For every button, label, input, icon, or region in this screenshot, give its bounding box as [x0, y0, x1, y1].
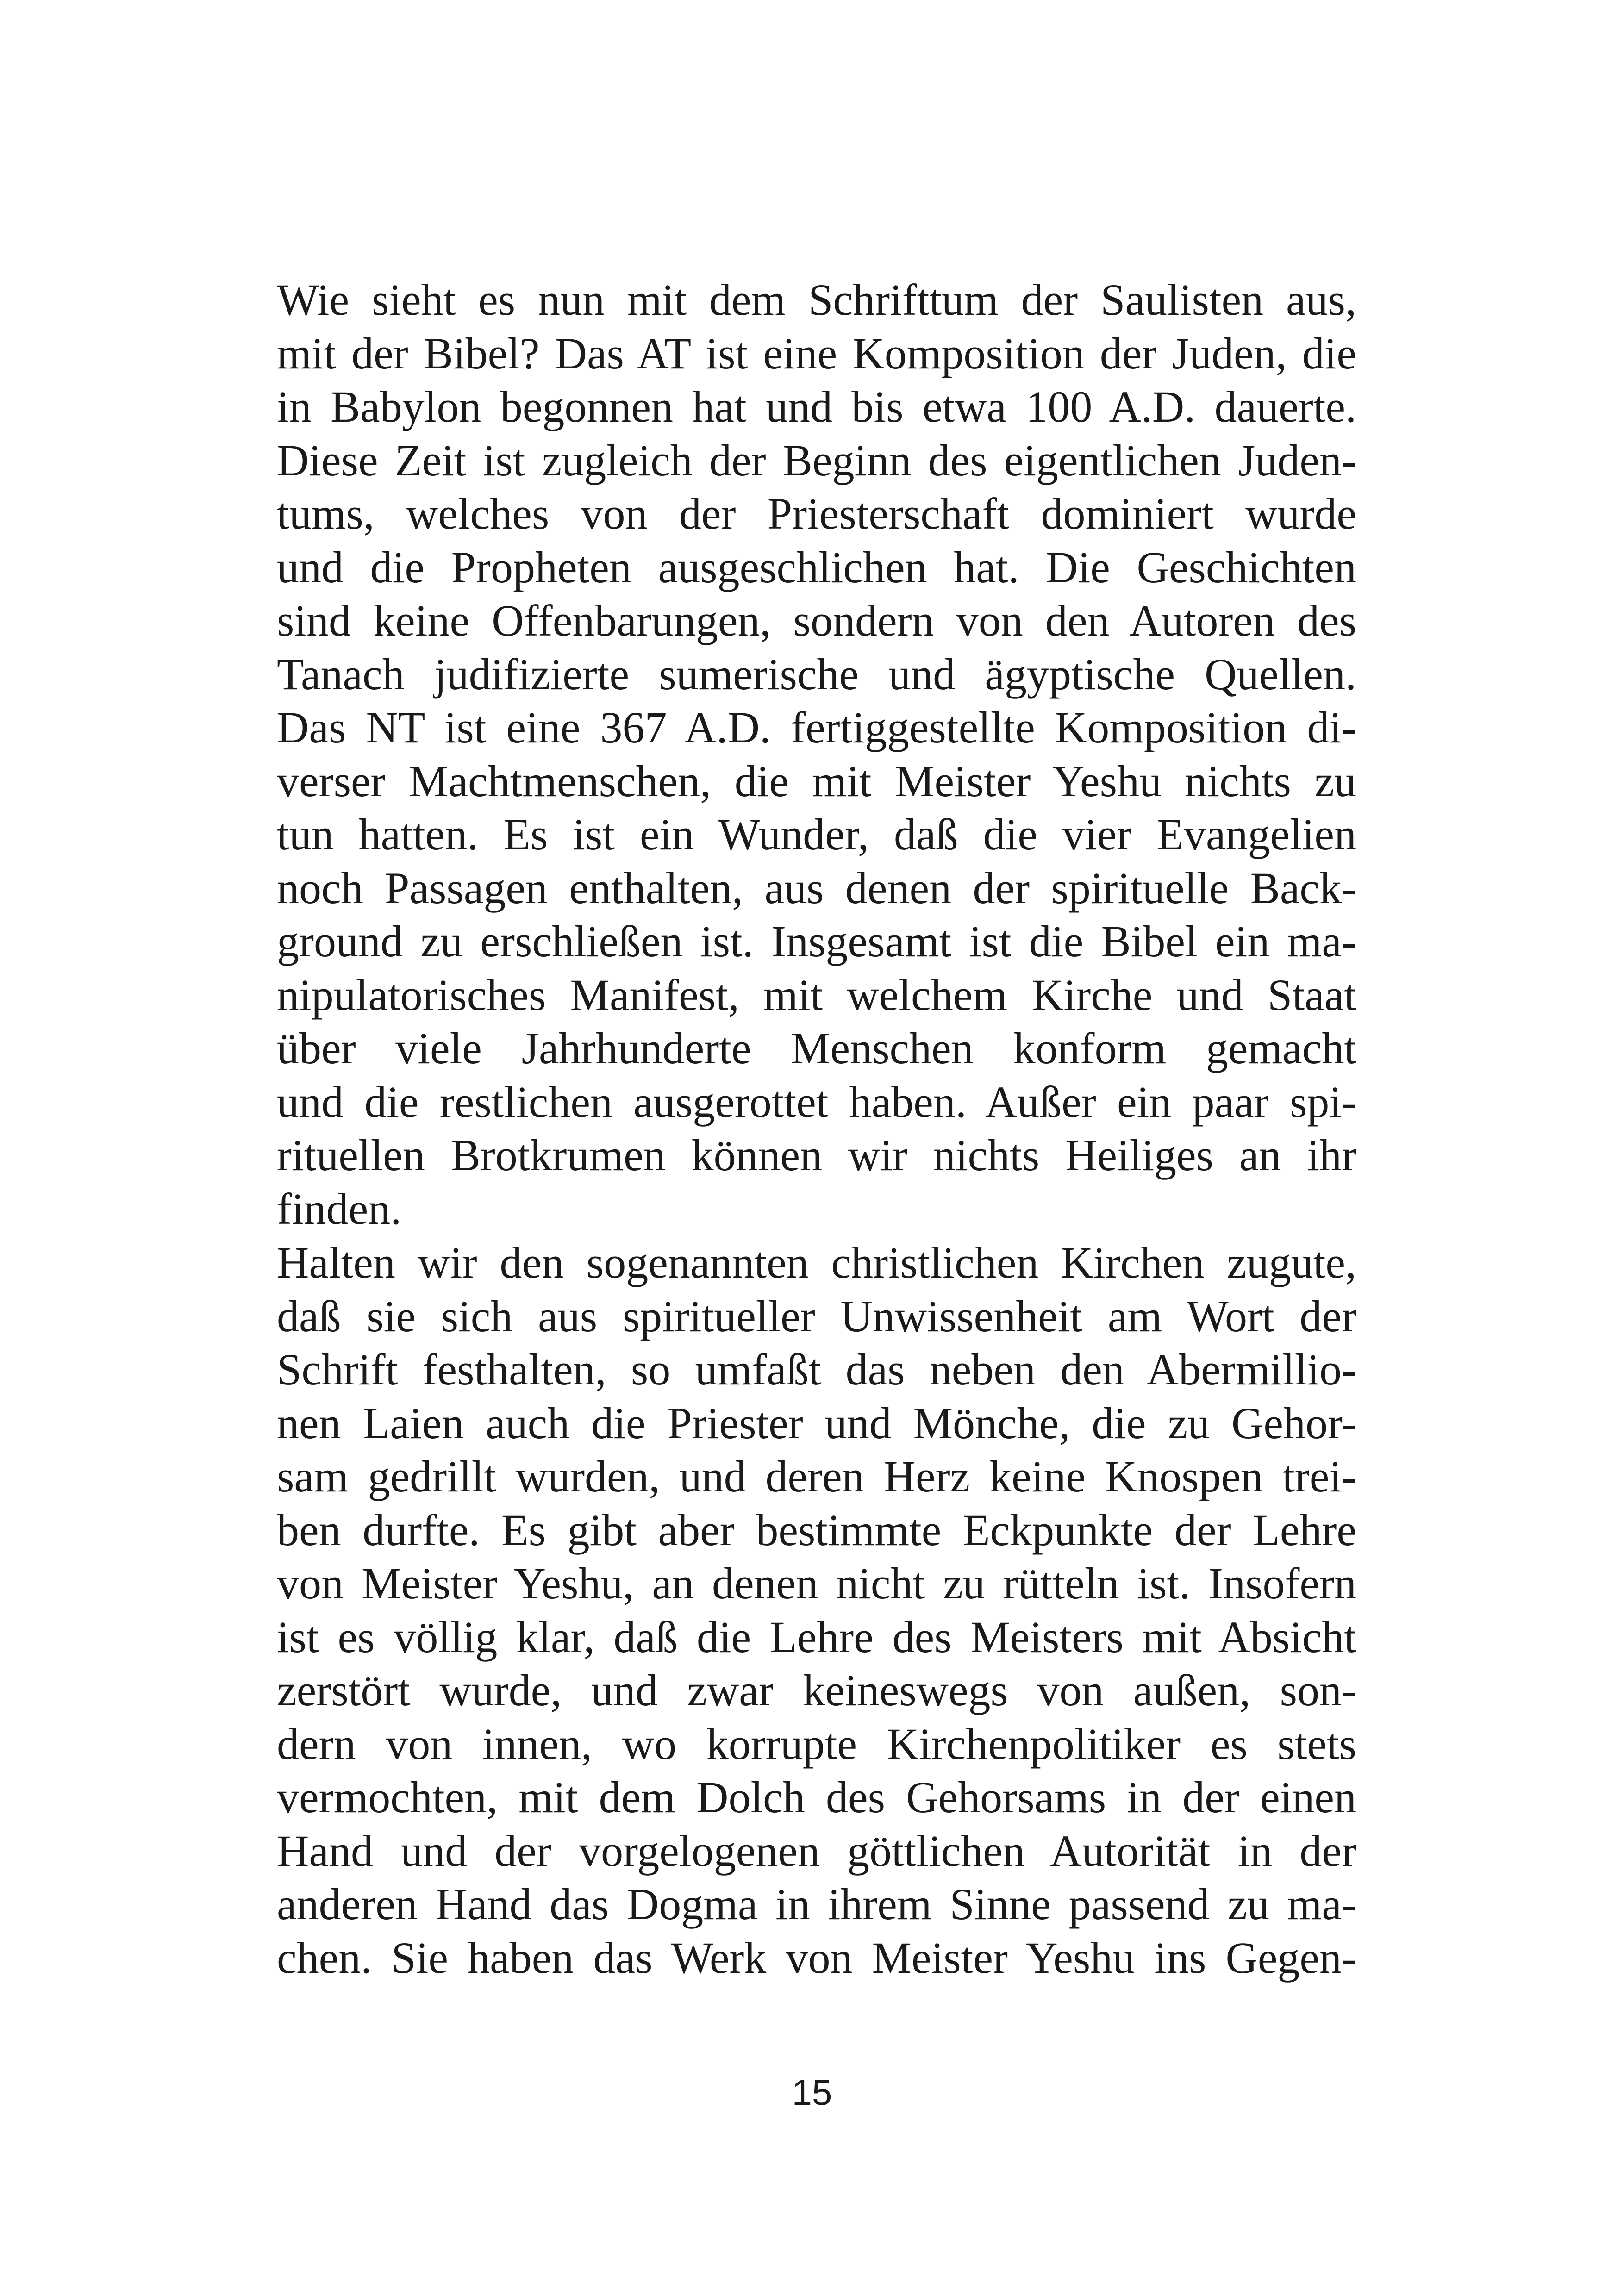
paragraph-1	[277, 273, 1356, 1235]
text-line: und die Propheten ausgeschlichen hat. Die Geschichten	[277, 542, 1356, 592]
text-line: und die restlichen ausgerottet haben. Außer ein paar spi-	[277, 1077, 1356, 1127]
text-line: Schrift festhalten, so umfaßt das neben den Abermillio-	[277, 1345, 1356, 1394]
text-line: zerstört wurde, und zwar keineswegs von außen, son-	[277, 1665, 1356, 1715]
text-line: nipulatorisches Manifest, mit welchem Kirche und Staat	[277, 970, 1356, 1020]
text-line: rituellen Brotkrumen können wir nichts Heiliges an ihr	[277, 1130, 1356, 1180]
text-line: Diese Zeit ist zugleich der Beginn des eigentlichen Juden-	[277, 435, 1356, 485]
text-line: vermochten, mit dem Dolch des Gehorsams in der einen	[277, 1772, 1356, 1822]
text-line: ben durfte. Es gibt aber bestimmte Eckpunkte der Lehre	[277, 1505, 1356, 1555]
paragraph-2	[277, 1236, 1356, 1984]
text-line: Halten wir den sogenannten christlichen Kirchen zugute,	[277, 1238, 1356, 1287]
text-line: über viele Jahrhunderte Menschen konform gemacht	[277, 1023, 1356, 1073]
text-line: von Meister Yeshu, an denen nicht zu rütteln ist. Insofern	[277, 1559, 1356, 1608]
text-line: nen Laien auch die Priester und Mönche, die zu Gehor-	[277, 1398, 1356, 1448]
text-line: Tanach judifizierte sumerische und ägyptische Quellen.	[277, 649, 1356, 699]
text-line: sind keine Offenbarungen, sondern von den Autoren des	[277, 596, 1356, 645]
text-line: sam gedrillt wurden, und deren Herz keine Knospen trei-	[277, 1452, 1356, 1501]
text-line: tun hatten. Es ist ein Wunder, daß die vier Evangelien	[277, 810, 1356, 859]
text-line: Hand und der vorgelogenen göttlichen Autorität in der	[277, 1826, 1356, 1876]
page-number: 15	[792, 2072, 832, 2113]
text-line: chen. Sie haben das Werk von Meister Yeshu ins Gegen-	[277, 1933, 1356, 1983]
text-line: Das NT ist eine 367 A.D. fertiggestellte Komposition di-	[277, 703, 1356, 752]
text-line: Wie sieht es nun mit dem Schrifttum der Saulisten aus,	[277, 275, 1356, 324]
text-line: verser Machtmenschen, die mit Meister Yeshu nichts zu	[277, 756, 1356, 806]
text-line: ist es völlig klar, daß die Lehre des Meisters mit Absicht	[277, 1612, 1356, 1662]
text-line: daß sie sich aus spiritueller Unwissenheit am Wort der	[277, 1291, 1356, 1341]
text-line: anderen Hand das Dogma in ihrem Sinne passend zu ma-	[277, 1879, 1356, 1929]
text-line: tums, welches von der Priesterschaft dominiert wurde	[277, 489, 1356, 538]
text-line: finden.	[277, 1184, 402, 1234]
text-line: mit der Bibel? Das AT ist eine Komposition der Juden, die	[277, 328, 1356, 378]
text-line: ground zu erschließen ist. Insgesamt ist die Bibel ein ma-	[277, 917, 1356, 966]
text-line: noch Passagen enthalten, aus denen der spirituelle Back-	[277, 863, 1356, 913]
text-line: dern von innen, wo korrupte Kirchenpolitiker es stets	[277, 1719, 1356, 1769]
text-line: in Babylon begonnen hat und bis etwa 100 A.D. dauerte.	[277, 382, 1356, 431]
